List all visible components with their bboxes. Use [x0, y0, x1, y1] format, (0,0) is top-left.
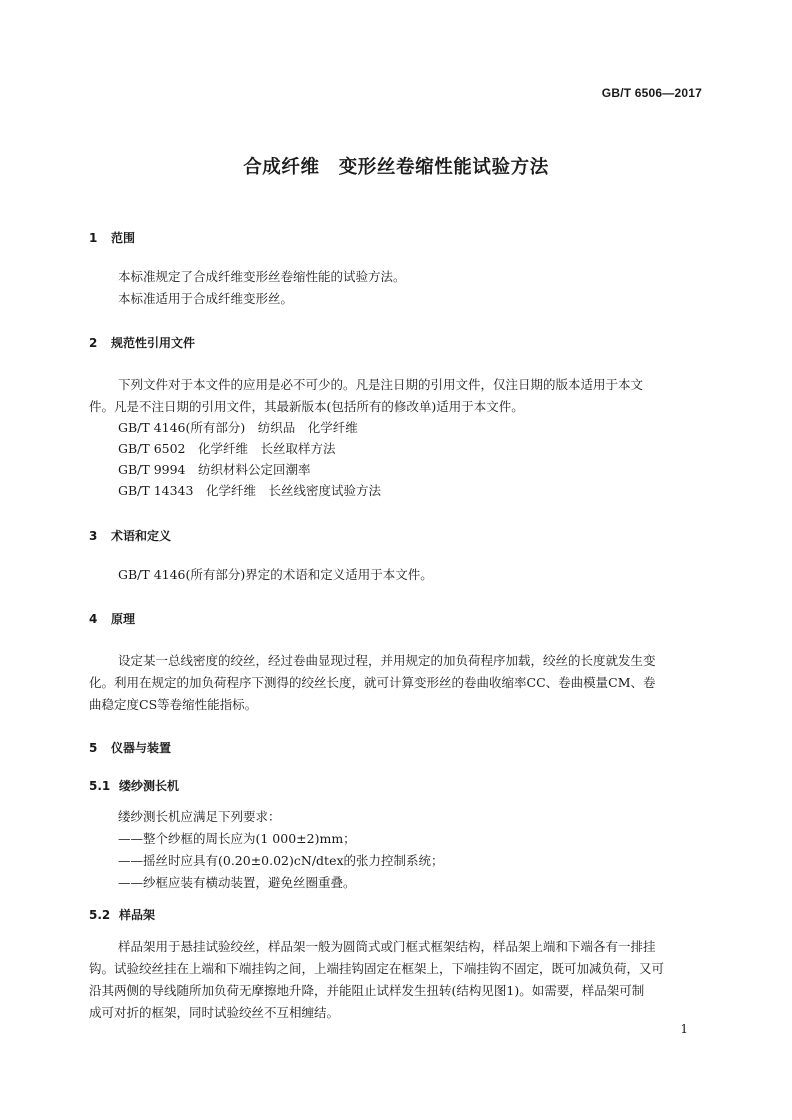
paragraph-line: 缕纱测长机应满足下列要求： [118, 809, 281, 824]
list-item: ——整个纱框的周长应为(1 000±2)mm； [118, 831, 356, 846]
section-title: 仪器与装置 [111, 741, 172, 755]
paragraph-line: 曲稳定度CS等卷缩性能指标。 [89, 697, 258, 712]
paragraph-line: 下列文件对于本文件的应用是必不可少的。凡是注日期的引用文件，仅注日期的版本适用于本文 [118, 377, 644, 392]
section-2-heading [89, 334, 195, 351]
section-number: 5.1 [89, 779, 111, 793]
reference-item: GB/T 4146(所有部分) 纺织品 化学纤维 [118, 420, 358, 435]
paragraph-line: 钩。试验绞丝挂在上端和下端挂钩之间，上端挂钩固定在框架上，下端挂钩不固定，既可加减负荷，又可 [89, 961, 665, 976]
section-title: 缕纱测长机 [119, 779, 180, 793]
section-title: 原理 [111, 612, 136, 626]
section-number: 3 [89, 529, 98, 543]
section-title: 规范性引用文件 [111, 336, 196, 350]
document-title: 合成纤维 变形丝卷缩性能试验方法 [243, 157, 549, 178]
section-title: 范围 [111, 231, 136, 245]
paragraph-line: 沿其两侧的导线随所加负荷无摩擦地升降，并能阻止试样发生扭转(结构见图1)。如需要，样品架可制 [89, 983, 645, 998]
section-1-heading [89, 229, 135, 246]
section-number: 4 [89, 612, 98, 626]
reference-item: GB/T 6502 化学纤维 长丝取样方法 [118, 441, 336, 456]
reference-item: GB/T 14343 化学纤维 长丝线密度试验方法 [118, 483, 381, 498]
section-5-2-heading [89, 906, 155, 923]
section-5-heading [89, 739, 171, 756]
section-5-1-heading [89, 777, 179, 794]
paragraph-line: 本标准适用于合成纤维变形丝。 [118, 291, 294, 306]
paragraph-line: 成可对折的框架，同时试验绞丝不互相缠结。 [89, 1005, 340, 1020]
section-number: 2 [89, 336, 98, 350]
section-number: 5 [89, 741, 98, 755]
list-item: ——纱框应装有横动装置，避免丝圈重叠。 [118, 875, 356, 890]
section-number: 5.2 [89, 908, 111, 922]
paragraph-line: GB/T 4146(所有部分)界定的术语和定义适用于本文件。 [118, 567, 433, 582]
section-title: 样品架 [119, 908, 156, 922]
page-number: 1 [680, 1022, 688, 1036]
section-number: 1 [89, 231, 98, 245]
reference-item: GB/T 9994 纺织材料公定回潮率 [118, 462, 311, 477]
section-title: 术语和定义 [111, 529, 172, 543]
section-3-heading [89, 527, 171, 544]
standard-code: GB/T 6506—2017 [601, 86, 702, 100]
list-item: ——摇丝时应具有(0.20±0.02)cN/dtex的张力控制系统； [118, 853, 444, 868]
paragraph-line: 设定某一总线密度的绞丝，经过卷曲显现过程，并用规定的加负荷程序加载，绞丝的长度就发生变 [118, 653, 656, 668]
section-4-heading [89, 610, 135, 627]
paragraph-line: 化。利用在规定的加负荷程序下测得的绞丝长度，就可计算变形丝的卷曲收缩率CC、卷曲模量CM、卷 [89, 675, 656, 690]
paragraph-line: 本标准规定了合成纤维变形丝卷缩性能的试验方法。 [118, 269, 406, 284]
paragraph-line: 样品架用于悬挂试验绞丝，样品架一般为圆筒式或门框式框架结构，样品架上端和下端各有一排挂 [118, 939, 656, 954]
paragraph-line: 件。凡是不注日期的引用文件，其最新版本(包括所有的修改单)适用于本文件。 [89, 399, 524, 414]
